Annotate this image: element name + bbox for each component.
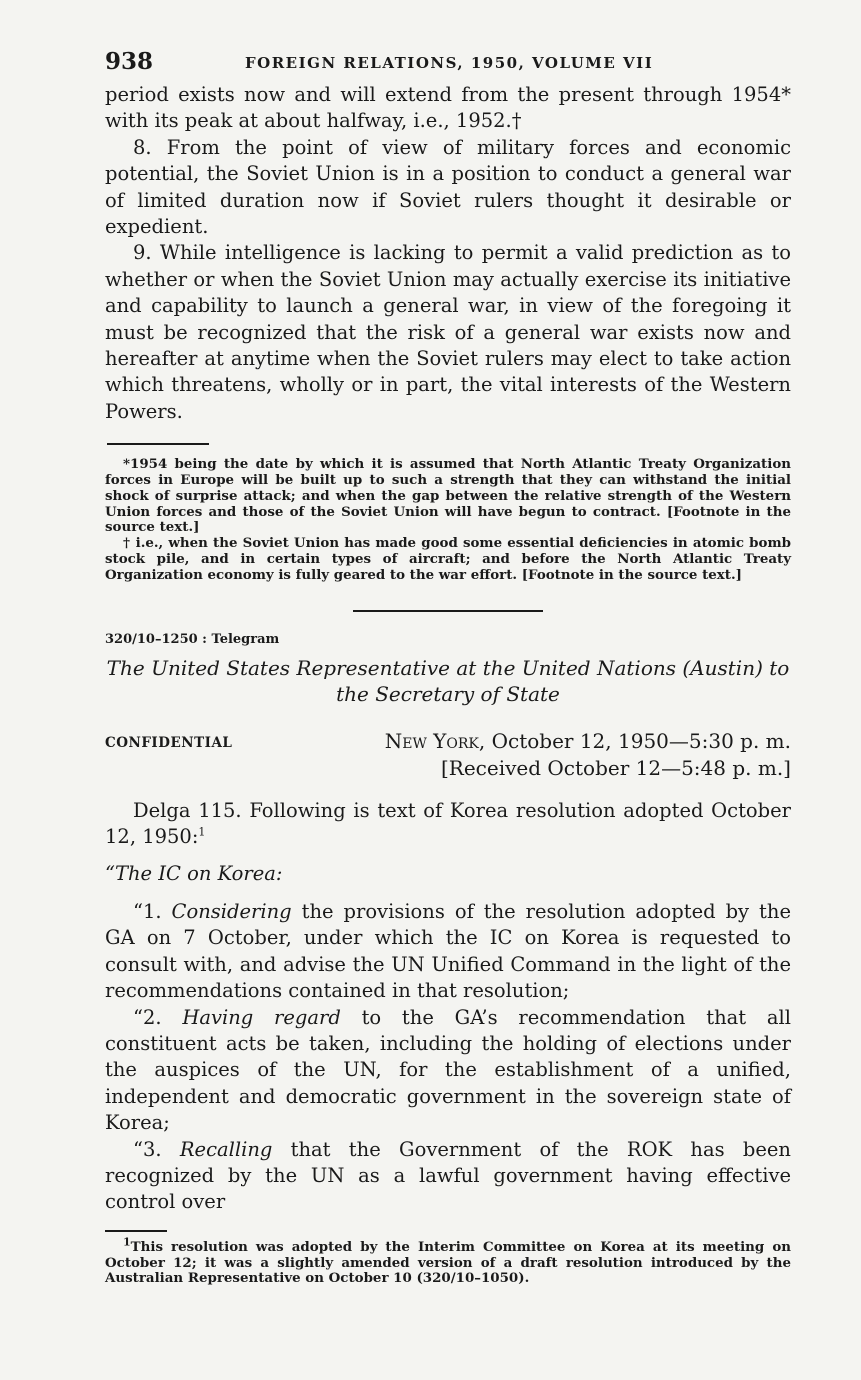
resolution-item-2 xyxy=(105,1005,791,1137)
paragraph-continued: period exists now and will extend from the present through 1954* with its peak at about halfway, i.e., 1952.† xyxy=(105,83,791,133)
sent-date: October 12, 1950—5:30 p. m. xyxy=(485,728,791,753)
resolution-text xyxy=(105,798,791,1216)
footnote-rule xyxy=(107,443,209,445)
bottom-footnote-rule xyxy=(105,1230,167,1232)
footnote-ref-1: 1 xyxy=(198,825,206,839)
paragraph-9: 9. While intelligence is lacking to permit a valid prediction as to whether or when the Soviet Union may actually exercise its initiative and capability to launch a general war, in view of the foregoing it must be recognized that the risk of a general war exists now and hereafter at anytime when the Soviet rulers may elect to take action which threatens, wholly or in part, the vital interests of the Western Powers. xyxy=(105,241,791,423)
document-title-line-1: The United States Representative at the United Nations (Austin) to xyxy=(106,655,790,680)
item-2-keyword: Having regard xyxy=(182,1005,341,1029)
document-title-line-2: the Secretary of State xyxy=(336,681,560,706)
dateline xyxy=(105,729,791,789)
item-3-text: that the Government of the ROK has been recognized by the UN as a lawful government having effective control over xyxy=(105,1137,791,1214)
resolution-item-3 xyxy=(105,1137,791,1216)
item-3-keyword: Recalling xyxy=(179,1137,273,1161)
page-number: 938 xyxy=(105,48,154,75)
footnotes xyxy=(105,457,791,583)
committee-heading xyxy=(105,861,791,887)
item-3-number: “3. xyxy=(133,1137,180,1161)
intro-paragraph xyxy=(105,798,791,851)
document-page xyxy=(105,48,791,1287)
item-2-text: to the GA’s recommendation that all constituent acts be taken, including the holding of elections under the auspices of the UN, for the establishment of a unified, independent and democratic government in the sovereign state of Korea; xyxy=(105,1005,791,1135)
footnote-1-text: This resolution was adopted by the Interim Committee on Korea at its meeting on October 12; it was a slightly amended version of a draft resolution introduced by the Australian Representative on October 10 (320/10–1050). xyxy=(105,1238,791,1287)
intro-text: Delga 115. Following is text of Korea resolution adopted October 12, 1950: xyxy=(105,798,791,849)
document-title xyxy=(105,655,791,707)
received-dateline: [Received October 12—5:48 p. m.] xyxy=(440,755,791,780)
paragraph-8: 8. From the point of view of military forces and economic potential, the Soviet Union is in a position to conduct a general war of limited duration now if Soviet rulers thought it desirable or expedient. xyxy=(105,135,791,239)
committee-name: “The IC on Korea: xyxy=(105,862,283,886)
place-name: New York, xyxy=(384,728,486,753)
classification-label: CONFIDENTIAL xyxy=(105,734,233,751)
section-separator xyxy=(353,610,543,612)
item-1-keyword: Considering xyxy=(171,899,292,923)
footnote-1 xyxy=(105,1235,791,1287)
resolution-item-1 xyxy=(105,899,791,1005)
running-head xyxy=(105,48,791,82)
sent-dateline xyxy=(385,729,791,753)
running-title: FOREIGN RELATIONS, 1950, VOLUME VII xyxy=(245,54,654,72)
footnote-1-marker: 1 xyxy=(123,1235,131,1249)
item-2-number: “2. xyxy=(133,1005,183,1029)
item-1-text: the provisions of the resolution adopted by the GA on 7 October, under which the IC on Korea is requested to consult with, and advise the UN Unified Command in the light of the recommendations contained in that resolution; xyxy=(105,899,791,1003)
footnote-asterisk: *1954 being the date by which it is assumed that North Atlantic Treaty Organization forces in Europe will be built up to such a strength that they can withstand the initial shock of surprise attack; and when the gap between the relative strength of the Western Union forces and those of the Soviet Union will have begun to contract. [Footnote in the source text.] xyxy=(105,456,791,536)
file-reference: 320/10–1250 : Telegram xyxy=(105,631,280,647)
body-text xyxy=(105,82,791,425)
footnote-dagger: † i.e., when the Soviet Union has made good some essential deficiencies in atomic bomb stock pile, and in certain types of aircraft; and before the North Atlantic Treaty Organization economy is fully geared to the war effort. [Footnote in the source text.] xyxy=(105,535,791,583)
item-1-number: “1. xyxy=(133,899,172,923)
bottom-footnote xyxy=(105,1235,791,1287)
